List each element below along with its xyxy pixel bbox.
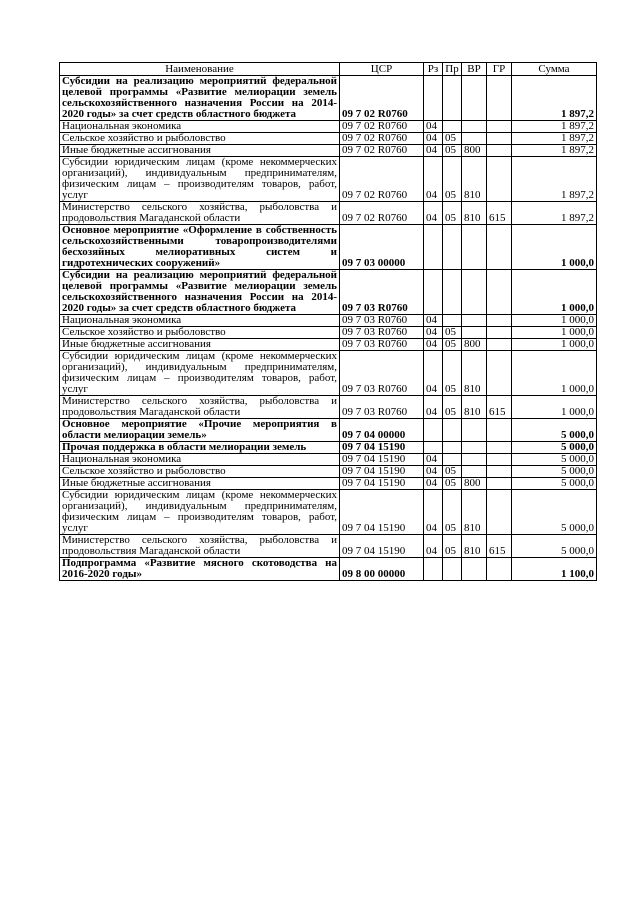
cell-name: Подпрограмма «Развитие мясного скотоводства на 2016-2020 годы» (60, 558, 340, 581)
cell-rz: 04 (424, 315, 443, 327)
table-row (60, 466, 597, 478)
table-row (60, 76, 597, 121)
cell-rz: 04 (424, 454, 443, 466)
cell-pr (443, 442, 462, 454)
cell-csr: 09 7 03 R0760 (340, 339, 424, 351)
cell-pr (443, 315, 462, 327)
cell-gr: 615 (487, 396, 512, 419)
header-csr: ЦСР (340, 63, 424, 76)
cell-name: Сельское хозяйство и рыболовство (60, 466, 340, 478)
cell-pr: 05 (443, 145, 462, 157)
cell-name: Иные бюджетные ассигнования (60, 478, 340, 490)
cell-rz: 04 (424, 535, 443, 558)
table-row (60, 558, 597, 581)
cell-vr: 810 (462, 157, 487, 202)
table-row (60, 454, 597, 466)
cell-gr (487, 225, 512, 270)
cell-rz: 04 (424, 351, 443, 396)
cell-gr: 615 (487, 202, 512, 225)
cell-rz (424, 442, 443, 454)
table-row (60, 270, 597, 315)
cell-rz: 04 (424, 145, 443, 157)
cell-gr (487, 270, 512, 315)
cell-vr (462, 454, 487, 466)
cell-rz: 04 (424, 490, 443, 535)
cell-csr: 09 7 03 R0760 (340, 351, 424, 396)
table-row (60, 396, 597, 419)
cell-gr: 615 (487, 535, 512, 558)
cell-pr: 05 (443, 327, 462, 339)
cell-sum: 1 897,2 (512, 76, 597, 121)
cell-gr (487, 133, 512, 145)
cell-csr: 09 7 03 R0760 (340, 327, 424, 339)
table-row (60, 351, 597, 396)
cell-pr (443, 454, 462, 466)
budget-table (59, 62, 597, 581)
cell-rz (424, 419, 443, 442)
cell-vr: 810 (462, 535, 487, 558)
table-row (60, 442, 597, 454)
cell-gr (487, 327, 512, 339)
cell-name: Субсидии юридическим лицам (кроме некоммерческих организаций), индивидуальным предпринимателям, физическим лицам – производителям товаров, работ, услуг (60, 157, 340, 202)
header-gr: ГР (487, 63, 512, 76)
cell-sum: 1 000,0 (512, 315, 597, 327)
cell-csr: 09 7 03 00000 (340, 225, 424, 270)
cell-name: Иные бюджетные ассигнования (60, 145, 340, 157)
cell-sum: 1 000,0 (512, 327, 597, 339)
cell-rz: 04 (424, 327, 443, 339)
table-row (60, 478, 597, 490)
cell-name: Министерство сельского хозяйства, рыболовства и продовольствия Магаданской области (60, 202, 340, 225)
cell-pr (443, 270, 462, 315)
cell-csr: 09 7 04 15190 (340, 466, 424, 478)
table-row (60, 145, 597, 157)
table-body (60, 76, 597, 581)
cell-csr: 09 7 02 R0760 (340, 133, 424, 145)
cell-sum: 1 000,0 (512, 351, 597, 396)
cell-name: Сельское хозяйство и рыболовство (60, 327, 340, 339)
cell-pr: 05 (443, 490, 462, 535)
table-row (60, 419, 597, 442)
cell-rz: 04 (424, 202, 443, 225)
cell-pr (443, 121, 462, 133)
cell-gr (487, 466, 512, 478)
cell-gr (487, 490, 512, 535)
cell-sum: 1 897,2 (512, 202, 597, 225)
cell-gr (487, 145, 512, 157)
cell-rz: 04 (424, 478, 443, 490)
cell-sum: 5 000,0 (512, 478, 597, 490)
cell-sum: 1 897,2 (512, 145, 597, 157)
table-row (60, 133, 597, 145)
cell-sum: 5 000,0 (512, 535, 597, 558)
cell-pr: 05 (443, 396, 462, 419)
cell-rz: 04 (424, 339, 443, 351)
cell-rz (424, 225, 443, 270)
cell-vr (462, 133, 487, 145)
table-row (60, 315, 597, 327)
cell-vr: 810 (462, 202, 487, 225)
cell-gr (487, 351, 512, 396)
table-row (60, 327, 597, 339)
cell-rz: 04 (424, 133, 443, 145)
cell-csr: 09 7 04 15190 (340, 442, 424, 454)
cell-name: Основное мероприятие «Оформление в собственность сельскохозяйственными товаропроизводителями бесхозяйных мелиоративных систем и гидротехнических сооружений» (60, 225, 340, 270)
cell-rz (424, 76, 443, 121)
table-row (60, 225, 597, 270)
cell-gr (487, 558, 512, 581)
table-row (60, 202, 597, 225)
table-row (60, 157, 597, 202)
cell-csr: 09 8 00 00000 (340, 558, 424, 581)
cell-gr (487, 76, 512, 121)
cell-pr: 05 (443, 466, 462, 478)
cell-sum: 5 000,0 (512, 466, 597, 478)
cell-csr: 09 7 03 R0760 (340, 270, 424, 315)
cell-gr (487, 315, 512, 327)
cell-rz: 04 (424, 157, 443, 202)
cell-vr (462, 270, 487, 315)
cell-pr (443, 558, 462, 581)
cell-name: Основное мероприятие «Прочие мероприятия в области мелиорации земель» (60, 419, 340, 442)
cell-name: Национальная экономика (60, 454, 340, 466)
cell-rz: 04 (424, 121, 443, 133)
cell-pr (443, 225, 462, 270)
cell-pr (443, 419, 462, 442)
cell-csr: 09 7 02 R0760 (340, 121, 424, 133)
cell-pr: 05 (443, 535, 462, 558)
cell-vr: 800 (462, 339, 487, 351)
cell-csr: 09 7 04 15190 (340, 454, 424, 466)
cell-name: Национальная экономика (60, 121, 340, 133)
cell-vr (462, 442, 487, 454)
cell-pr: 05 (443, 339, 462, 351)
cell-name: Субсидии юридическим лицам (кроме некоммерческих организаций), индивидуальным предпринимателям, физическим лицам – производителям товаров, работ, услуг (60, 490, 340, 535)
cell-sum: 5 000,0 (512, 454, 597, 466)
cell-sum: 1 000,0 (512, 396, 597, 419)
cell-sum: 1 897,2 (512, 157, 597, 202)
cell-csr: 09 7 04 15190 (340, 478, 424, 490)
cell-name: Министерство сельского хозяйства, рыболовства и продовольствия Магаданской области (60, 396, 340, 419)
cell-pr: 05 (443, 351, 462, 396)
table-row (60, 490, 597, 535)
table-row (60, 535, 597, 558)
cell-csr: 09 7 03 R0760 (340, 315, 424, 327)
cell-csr: 09 7 03 R0760 (340, 396, 424, 419)
cell-csr: 09 7 04 15190 (340, 490, 424, 535)
cell-vr (462, 558, 487, 581)
cell-vr: 810 (462, 351, 487, 396)
cell-rz: 04 (424, 466, 443, 478)
cell-rz (424, 558, 443, 581)
cell-name: Субсидии на реализацию мероприятий федеральной целевой программы «Развитие мелиорации земель сельскохозяйственного назначения России на 2014-2020 годы» за счет средств областного бюджета (60, 270, 340, 315)
cell-vr (462, 315, 487, 327)
cell-vr (462, 225, 487, 270)
cell-sum: 1 000,0 (512, 225, 597, 270)
cell-name: Министерство сельского хозяйства, рыболовства и продовольствия Магаданской области (60, 535, 340, 558)
cell-gr (487, 157, 512, 202)
cell-csr: 09 7 02 R0760 (340, 157, 424, 202)
cell-sum: 5 000,0 (512, 490, 597, 535)
cell-vr (462, 466, 487, 478)
table-row (60, 339, 597, 351)
cell-rz: 04 (424, 396, 443, 419)
cell-csr: 09 7 02 R0760 (340, 202, 424, 225)
cell-vr (462, 327, 487, 339)
cell-gr (487, 121, 512, 133)
header-name: Наименование (60, 63, 340, 76)
cell-sum: 1 897,2 (512, 121, 597, 133)
cell-name: Сельское хозяйство и рыболовство (60, 133, 340, 145)
cell-name: Национальная экономика (60, 315, 340, 327)
cell-pr: 05 (443, 478, 462, 490)
cell-name: Субсидии на реализацию мероприятий федеральной целевой программы «Развитие мелиорации земель сельскохозяйственного назначения России на 2014-2020 годы» за счет средств областного бюджета (60, 76, 340, 121)
cell-name: Иные бюджетные ассигнования (60, 339, 340, 351)
cell-gr (487, 339, 512, 351)
cell-csr: 09 7 02 R0760 (340, 145, 424, 157)
header-vr: ВР (462, 63, 487, 76)
cell-name: Прочая поддержка в области мелиорации земель (60, 442, 340, 454)
cell-vr: 810 (462, 490, 487, 535)
table-header-row (60, 63, 597, 76)
cell-sum: 1 897,2 (512, 133, 597, 145)
cell-vr (462, 121, 487, 133)
header-pr: Пр (443, 63, 462, 76)
cell-gr (487, 419, 512, 442)
cell-sum: 1 000,0 (512, 270, 597, 315)
cell-sum: 1 100,0 (512, 558, 597, 581)
cell-gr (487, 442, 512, 454)
header-rz: Рз (424, 63, 443, 76)
cell-gr (487, 478, 512, 490)
cell-rz (424, 270, 443, 315)
header-sum: Сумма (512, 63, 597, 76)
table-row (60, 121, 597, 133)
cell-vr: 810 (462, 396, 487, 419)
cell-vr: 800 (462, 145, 487, 157)
cell-sum: 5 000,0 (512, 419, 597, 442)
cell-sum: 5 000,0 (512, 442, 597, 454)
cell-pr: 05 (443, 202, 462, 225)
cell-gr (487, 454, 512, 466)
cell-vr (462, 76, 487, 121)
cell-csr: 09 7 04 15190 (340, 535, 424, 558)
cell-pr (443, 76, 462, 121)
cell-sum: 1 000,0 (512, 339, 597, 351)
cell-vr (462, 419, 487, 442)
cell-csr: 09 7 04 00000 (340, 419, 424, 442)
cell-pr: 05 (443, 157, 462, 202)
cell-name: Субсидии юридическим лицам (кроме некоммерческих организаций), индивидуальным предпринимателям, физическим лицам – производителям товаров, работ, услуг (60, 351, 340, 396)
cell-csr: 09 7 02 R0760 (340, 76, 424, 121)
cell-vr: 800 (462, 478, 487, 490)
cell-pr: 05 (443, 133, 462, 145)
